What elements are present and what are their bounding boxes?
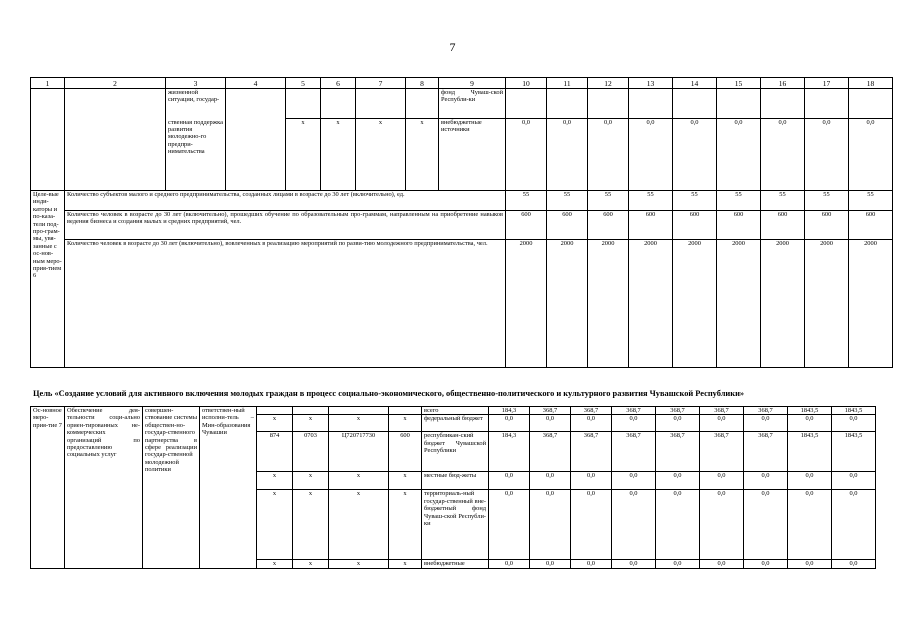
table-cell: x <box>329 560 389 569</box>
table-cell: x <box>257 490 293 560</box>
indicator-text: Количество человек в возрасте до 30 лет (включительно), прошедших обучение по образовательным про-граммам, направленным на приобретение навыков ведения бизнеса и создания малых и средних предприятий, чел. <box>65 211 506 240</box>
header-row <box>31 78 893 89</box>
table-cell: 0,0 <box>530 415 571 432</box>
table-cell: 55 <box>717 191 761 211</box>
table-cell <box>329 407 389 415</box>
header-cell: 18 <box>849 78 893 89</box>
table-cell: 0,0 <box>673 119 717 191</box>
table-cell: x <box>329 472 389 490</box>
table-cell: x <box>389 415 422 432</box>
table-cell: 0,0 <box>700 560 744 569</box>
table-cell: 2000 <box>805 240 849 368</box>
table-cell: 55 <box>673 191 717 211</box>
table-cell: 0,0 <box>700 415 744 432</box>
table-cell <box>321 89 356 119</box>
table-cell <box>406 89 439 119</box>
table-cell: 368,7 <box>656 432 700 472</box>
table-cell: 55 <box>547 191 588 211</box>
table-cell <box>293 407 329 415</box>
table-cell: 368,7 <box>530 432 571 472</box>
table-cell: x <box>293 415 329 432</box>
event-label: Ос-новное меро-прия-тие 7 <box>31 407 65 569</box>
table-cell <box>65 89 166 191</box>
table-cell: 2000 <box>506 240 547 368</box>
table-cell: x <box>257 472 293 490</box>
table-cell: 0,0 <box>832 415 876 432</box>
table-cell: 0,0 <box>656 490 700 560</box>
header-cell: 2 <box>65 78 166 89</box>
table-cell: 874 <box>257 432 293 472</box>
table-cell: 55 <box>761 191 805 211</box>
table-cell <box>389 407 422 415</box>
table-cell: 184,3 <box>489 432 530 472</box>
table-cell: 600 <box>717 211 761 240</box>
table-cell: 55 <box>506 191 547 211</box>
table-cell: 0,0 <box>612 560 656 569</box>
funding-source: всего <box>422 407 489 415</box>
table-cell: 0,0 <box>612 490 656 560</box>
table-cell: 1843,5 <box>788 407 832 415</box>
table-cell <box>506 89 547 119</box>
table-cell: 0,0 <box>547 119 588 191</box>
header-cell: 4 <box>226 78 286 89</box>
funding-source: республикан-ский бюджет Чувашской Республики <box>422 432 489 472</box>
table-cell: 0,0 <box>571 472 612 490</box>
page-number: 7 <box>449 40 456 54</box>
table-cell: x <box>293 472 329 490</box>
table-cell: 600 <box>588 211 629 240</box>
header-cell: 15 <box>717 78 761 89</box>
table-cell: 368,7 <box>700 432 744 472</box>
indicator-text: Количество субъектов малого и среднего предпринимательства, созданных лицами в возрасте до 30 лет (включительно), ед. <box>65 191 506 211</box>
table-cell: 0,0 <box>571 560 612 569</box>
header-cell: 11 <box>547 78 588 89</box>
table-cell: 600 <box>849 211 893 240</box>
funding-source: местные бюд-жеты <box>422 472 489 490</box>
table-cell: фонд Чуваш-ской Республи-ки <box>439 89 506 119</box>
table-cell: x <box>321 119 356 191</box>
table-cell: 0,0 <box>656 415 700 432</box>
table-cell: 368,7 <box>612 432 656 472</box>
table-cell: 0,0 <box>744 472 788 490</box>
table-cell <box>588 89 629 119</box>
header-cell: 17 <box>805 78 849 89</box>
table-cell: x <box>389 472 422 490</box>
table-cell: x <box>329 490 389 560</box>
header-cell: 14 <box>673 78 717 89</box>
funding-source: территориаль-ный государ-ственный вне-бюджетный фонд Чуваш-ской Республи-ки <box>422 490 489 560</box>
table-cell: x <box>293 560 329 569</box>
table-cell <box>849 89 893 119</box>
table-cell: 1843,5 <box>832 432 876 472</box>
table-cell: 0,0 <box>629 119 673 191</box>
header-cell: 3 <box>166 78 226 89</box>
funding-source: внебюджетные <box>422 560 489 569</box>
table-cell: 368,7 <box>744 407 788 415</box>
table-cell: 368,7 <box>612 407 656 415</box>
targets-label: Целе-вые инди-каторы и по-каза-тели под-про-грам-мы, увя-занные с ос-нов-ным меро-прия-тием 6 <box>31 191 65 368</box>
table-cell: 600 <box>547 211 588 240</box>
table-cell: 2000 <box>761 240 805 368</box>
table-cell: 0,0 <box>744 560 788 569</box>
table-cell: 0,0 <box>832 472 876 490</box>
funding-source: федеральный бюджет <box>422 415 489 432</box>
table-cell: 2000 <box>588 240 629 368</box>
table-cell: 55 <box>805 191 849 211</box>
table-cell: 0703 <box>293 432 329 472</box>
header-cell: 10 <box>506 78 547 89</box>
table-cell: ственная поддержка развития молодежно-го предпри-нимательства <box>166 119 226 191</box>
table-cell <box>547 89 588 119</box>
table-cell: 0,0 <box>717 119 761 191</box>
table-cell: 368,7 <box>656 407 700 415</box>
table-cell: 600 <box>805 211 849 240</box>
table-cell: x <box>286 119 321 191</box>
table-cell: 55 <box>629 191 673 211</box>
table-cell: 600 <box>506 211 547 240</box>
table-cell: внебюджетные источники <box>439 119 506 191</box>
table-cell: 0,0 <box>744 490 788 560</box>
table-cell: 0,0 <box>489 490 530 560</box>
table-cell: 2000 <box>717 240 761 368</box>
table-cell: 600 <box>761 211 805 240</box>
table-cell <box>356 89 406 119</box>
program-table-top <box>30 77 893 368</box>
table-cell: 0,0 <box>700 490 744 560</box>
table-cell <box>31 89 65 191</box>
header-cell: 16 <box>761 78 805 89</box>
table-cell: 0,0 <box>530 472 571 490</box>
header-cell: 5 <box>286 78 321 89</box>
header-cell: 1 <box>31 78 65 89</box>
table-cell: 600 <box>389 432 422 472</box>
header-cell: 12 <box>588 78 629 89</box>
table-cell <box>629 89 673 119</box>
table-cell: 0,0 <box>805 119 849 191</box>
table-cell: 0,0 <box>571 415 612 432</box>
header-cell: 6 <box>321 78 356 89</box>
table-cell: 2000 <box>629 240 673 368</box>
header-cell: 13 <box>629 78 673 89</box>
table-row <box>31 89 893 119</box>
table-cell <box>257 407 293 415</box>
table-cell: x <box>257 415 293 432</box>
table-cell: x <box>356 119 406 191</box>
table-cell: 368,7 <box>744 432 788 472</box>
table-cell: 0,0 <box>612 472 656 490</box>
table-cell <box>805 89 849 119</box>
table-cell: 2000 <box>673 240 717 368</box>
table-cell: 0,0 <box>788 415 832 432</box>
table-cell: 0,0 <box>788 490 832 560</box>
table-cell: 1843,5 <box>832 407 876 415</box>
table-cell <box>226 89 286 191</box>
table-row <box>31 240 893 368</box>
table-cell: 0,0 <box>612 415 656 432</box>
table-cell: 600 <box>629 211 673 240</box>
table-cell <box>286 89 321 119</box>
table-cell: x <box>389 560 422 569</box>
goal-heading: Цель «Создание условий для активного включения молодых граждан в процесс социально-экономического, общественно-политического и культурного развития Чувашской Республики» <box>33 389 745 398</box>
table-cell: 2000 <box>849 240 893 368</box>
table-cell: 0,0 <box>506 119 547 191</box>
table-cell: 0,0 <box>489 415 530 432</box>
table-cell: 0,0 <box>832 560 876 569</box>
table-cell: Ц720717730 <box>329 432 389 472</box>
table-cell: x <box>293 490 329 560</box>
program-table-bottom <box>30 406 876 569</box>
table-cell: 0,0 <box>761 119 805 191</box>
header-cell: 9 <box>439 78 506 89</box>
indicator-text: Количество человек в возрасте до 30 лет (включительно), вовлеченных в реализацию мероприятий по разви-тию молодежного предпринимательства, чел. <box>65 240 506 368</box>
table-cell: 0,0 <box>656 472 700 490</box>
header-cell: 8 <box>406 78 439 89</box>
table-cell <box>673 89 717 119</box>
table-cell: 0,0 <box>744 415 788 432</box>
table-cell <box>717 89 761 119</box>
table-cell <box>761 89 805 119</box>
table-cell: 2000 <box>547 240 588 368</box>
table-cell: 0,0 <box>788 472 832 490</box>
event-goal: совершен-ствование системы обществен-но-государ-ственного партнерства в сфере реализации государ-ственной молодежной политики <box>143 407 200 569</box>
table-cell: 0,0 <box>530 490 571 560</box>
table-cell: 1843,5 <box>788 432 832 472</box>
event-name: Обеспечение дея-тельности соци-ально ориен-тированных не-коммерческих организаций по предоставлению социальных услуг <box>65 407 143 569</box>
responsible-executor: ответствен-ный исполни-тель – Мин-образования Чувашии <box>200 407 257 569</box>
table-cell: 0,0 <box>849 119 893 191</box>
table-row <box>31 407 876 415</box>
table-cell: 55 <box>588 191 629 211</box>
table-cell: 368,7 <box>571 407 612 415</box>
table-cell: жизненной ситуации, государ- <box>166 89 226 119</box>
table-cell: x <box>257 560 293 569</box>
table-cell: 0,0 <box>530 560 571 569</box>
table-cell: x <box>406 119 439 191</box>
table-row <box>31 211 893 240</box>
table-cell: 600 <box>673 211 717 240</box>
table-cell: 0,0 <box>832 490 876 560</box>
table-cell: 368,7 <box>530 407 571 415</box>
table-cell: 368,7 <box>700 407 744 415</box>
table-cell: 368,7 <box>571 432 612 472</box>
table-cell: 0,0 <box>588 119 629 191</box>
table-cell: 55 <box>849 191 893 211</box>
table-cell: 184,3 <box>489 407 530 415</box>
table-cell: 0,0 <box>489 472 530 490</box>
table-cell: 0,0 <box>571 490 612 560</box>
table-cell: 0,0 <box>656 560 700 569</box>
header-cell: 7 <box>356 78 406 89</box>
table-cell: 0,0 <box>788 560 832 569</box>
table-row <box>31 191 893 211</box>
table-cell: x <box>329 415 389 432</box>
table-cell: 0,0 <box>489 560 530 569</box>
table-cell: 0,0 <box>700 472 744 490</box>
table-cell: x <box>389 490 422 560</box>
